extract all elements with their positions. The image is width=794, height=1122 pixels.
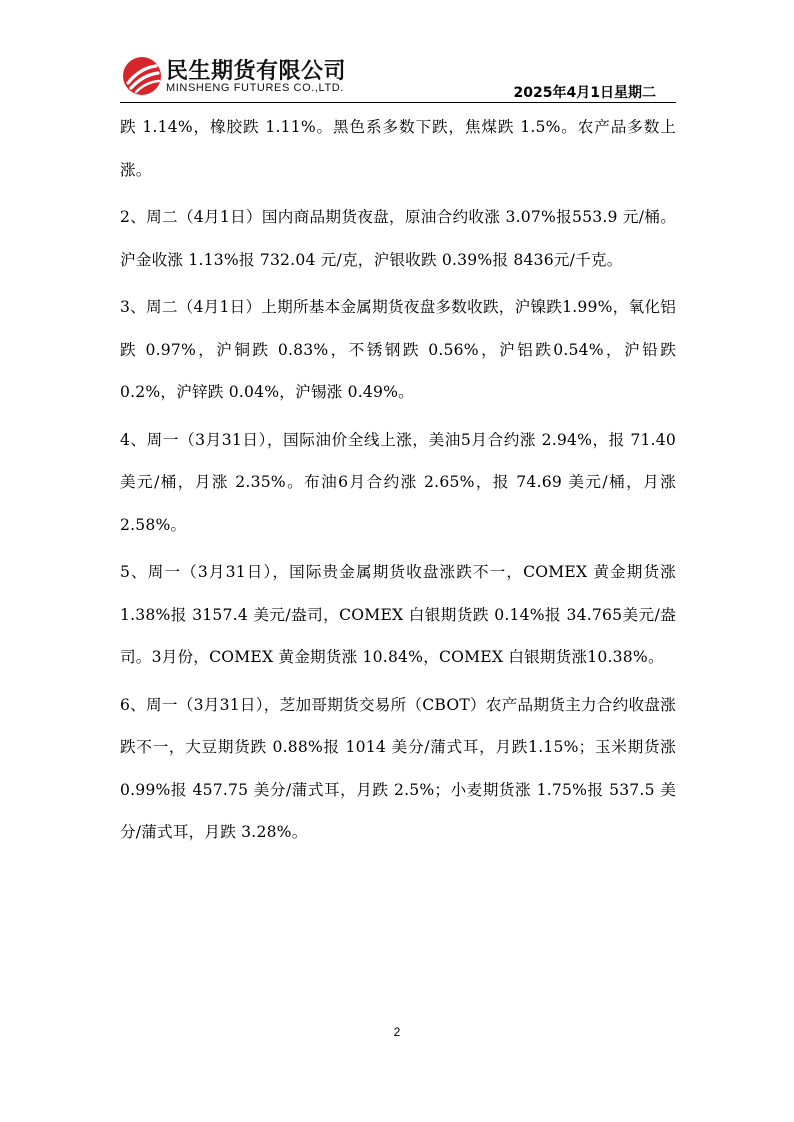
paragraph: 4、周一（3月31日），国际油价全线上涨，美油5月合约涨 2.94%，报 71.40 美元/桶，月涨 2.35%。布油6月合约涨 2.65%，报 74.69 美元/桶，月涨 2.58%。 [120,430,676,534]
logo-english-name: MINSHENG FUTURES CO.,LTD. [166,82,344,94]
logo-chinese-name: 民生期货有限公司 [166,59,347,84]
minsheng-logo-icon [122,56,162,96]
page-header [0,0,794,110]
company-logo [122,52,372,100]
report-date: 2025年4月1日星期二 [513,85,656,101]
page-number: 2 [393,1025,401,1039]
paragraph: 跌 1.14%，橡胶跌 1.11%。黑色系多数下跌，焦煤跌 1.5%。农产品多数上涨。 [120,118,676,179]
paragraph: 3、周二（4月1日）上期所基本金属期货夜盘多数收跌，沪镍跌1.99%，氧化铝跌 0.97%，沪铜跌 0.83%，不锈钢跌 0.56%，沪铝跌0.54%，沪铅跌 0.2%，沪锌跌 0.04%，沪锡涨 0.49%。 [120,298,676,401]
header-divider [120,102,676,103]
paragraph: 6、周一（3月31日），芝加哥期货交易所（CBOT）农产品期货主力合约收盘涨跌不一，大豆期货跌 0.88%报 1014 美分/蒲式耳，月跌1.15%；玉米期货涨 0.99%报 457.75 美分/蒲式耳，月跌 2.5%；小麦期货涨 1.75%报 537.5 美分/蒲式耳，月跌 3.28%。 [120,695,676,841]
paragraph: 2、周二（4月1日）国内商品期货夜盘，原油合约收涨 3.07%报553.9 元/桶。沪金收涨 1.13%报 732.04 元/克，沪银收跌 0.39%报 8436元/千克。 [120,208,676,269]
document-body [120,106,676,859]
paragraph: 5、周一（3月31日），国际贵金属期货收盘涨跌不一，COMEX 黄金期货涨 1.38%报 3157.4 美元/盎司，COMEX 白银期货跌 0.14%报 34.765美元/盎司。3月份，COMEX 黄金期货涨 10.84%，COMEX 白银期货涨10.38%。 [120,563,676,666]
